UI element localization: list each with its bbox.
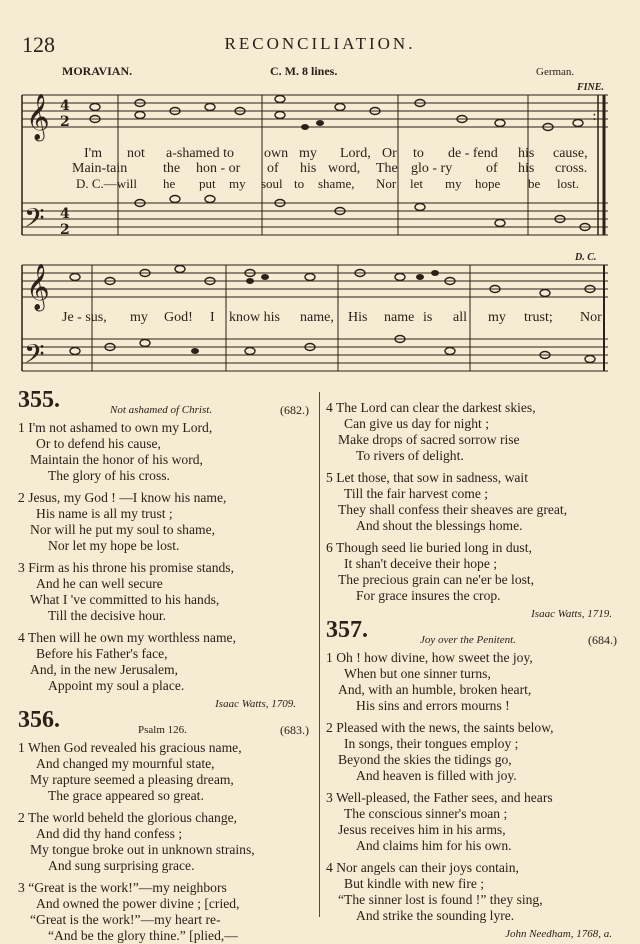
text-line: lost.	[557, 176, 580, 191]
text-line: de - fend	[448, 146, 498, 161]
hymn-ref: (684.)	[588, 633, 617, 647]
hymn-attribution: John Needham, 1768, a.	[505, 928, 612, 940]
text-line: His	[348, 310, 368, 325]
text-line: Nor let my hope be lost.	[48, 538, 180, 553]
text-line: hon - or	[196, 161, 241, 176]
column-divider	[319, 392, 320, 917]
text-line: trust;	[524, 310, 553, 325]
text-line: “The sinner lost is found !” they sing,	[338, 892, 543, 907]
hymn-attribution: Isaac Watts, 1709.	[215, 698, 296, 710]
text-line: soul	[261, 176, 283, 191]
svg-text:2: 2	[60, 114, 70, 130]
text-line: His name is all my trust ;	[36, 506, 173, 521]
text-line: When but one sinner turns,	[344, 666, 491, 681]
text-line: 1 I'm not ashamed to own my Lord,	[18, 420, 213, 435]
text-line: For grace insures the crop.	[356, 588, 501, 603]
text-line: What I 've committed to his hands,	[30, 592, 220, 607]
text-line: And claims him for his own.	[356, 838, 512, 853]
text-line: 4 Then will he own my worthless name,	[18, 630, 236, 645]
text-line: And owned the power divine ; [cried,	[36, 896, 240, 911]
text-line: 1 Oh ! how divine, how sweet the joy,	[326, 650, 533, 665]
text-line: Or	[382, 146, 397, 161]
text-line: of	[267, 161, 279, 176]
left-column	[18, 387, 316, 944]
text-line: Jesus receives him in his arms,	[338, 822, 506, 837]
hymn-355-header	[18, 387, 316, 420]
text-line: I'm	[84, 146, 103, 161]
text-line: 3 Firm as his throne his promise stands,	[18, 560, 234, 575]
text-line: Before his Father's face,	[36, 646, 168, 661]
text-line: The precious grain can ne'er be lost,	[338, 572, 535, 587]
lyric-row-4	[0, 310, 640, 326]
text-line: In songs, their tongues employ ;	[344, 736, 519, 751]
text-line: 2 Pleased with the news, the saints below,	[326, 720, 554, 735]
text-line: I	[210, 310, 215, 325]
text-line: my	[299, 146, 317, 161]
lyric-row-3	[0, 176, 640, 192]
text-line: 5 Let those, that sow in sadness, wait	[326, 470, 528, 485]
hymn-356-header	[18, 707, 316, 740]
page-section-title: RECONCILIATION.	[224, 34, 416, 53]
text-line: It shan't deceive their hope ;	[344, 556, 498, 571]
svg-text:𝄞: 𝄞	[26, 264, 50, 310]
text-line: They shall confess their sheaves are great,	[338, 502, 568, 517]
music-score	[0, 0, 640, 385]
text-line: 4 Nor angels can their joys contain,	[326, 860, 519, 875]
hymn-ref: (682.)	[280, 403, 309, 417]
text-line: And did thy hand confess ;	[36, 826, 183, 841]
text-line: let	[410, 176, 423, 191]
hymn-title: Psalm 126.	[138, 724, 187, 736]
text-line: of	[486, 161, 498, 176]
text-line: Main-tain	[72, 161, 128, 176]
text-line: Appoint my soul a place.	[48, 678, 185, 693]
text-line: My tongue broke out in unknown strains,	[30, 842, 255, 857]
text-line: The glory of his cross.	[48, 468, 170, 483]
text-line: to	[294, 176, 305, 191]
text-line: own	[264, 146, 289, 161]
hymn-attribution: Isaac Watts, 1719.	[531, 608, 612, 620]
text-line: he	[163, 176, 176, 191]
svg-text:𝄞: 𝄞	[26, 94, 50, 140]
text-line: The grace appeared so great.	[48, 788, 204, 803]
text-line: The conscious sinner's moan ;	[344, 806, 508, 821]
hymn-number: 357.	[326, 617, 368, 643]
text-line: be	[528, 176, 541, 191]
text-line: 3 “Great is the work!”—my neighbors	[18, 880, 227, 895]
text-line: cross.	[555, 161, 588, 176]
svg-text:𝄢: 𝄢	[24, 202, 45, 240]
text-line: my	[445, 176, 462, 191]
text-line: name	[384, 310, 415, 325]
text-line: And sung surprising grace.	[48, 858, 195, 873]
text-line: shame,	[318, 176, 355, 191]
text-line: is	[423, 310, 433, 325]
text-line: Beyond the skies the tidings go,	[338, 752, 512, 767]
text-line: Maintain the honor of his word,	[30, 452, 203, 467]
text-line: to	[413, 146, 424, 161]
text-line: his	[300, 161, 317, 176]
text-line: word,	[328, 161, 361, 176]
text-line: Je - sus,	[62, 310, 107, 325]
text-line: hope	[475, 176, 501, 191]
svg-text:4: 4	[60, 206, 70, 222]
text-line: Make drops of sacred sorrow rise	[338, 432, 520, 447]
text-line: Nor	[376, 176, 397, 191]
text-line: And, in the new Jerusalem,	[30, 662, 178, 677]
svg-text:4: 4	[60, 98, 70, 114]
text-line: know his	[229, 310, 280, 325]
text-line: Can give us day for night ;	[344, 416, 489, 431]
hymn-title: Joy over the Penitent.	[420, 634, 516, 646]
text-line: And heaven is filled with joy.	[356, 768, 517, 783]
text-line: Or to defend his cause,	[36, 436, 161, 451]
text-line: Till the fair harvest come ;	[344, 486, 489, 501]
text-line: Nor will he put my soul to shame,	[30, 522, 216, 537]
tune-name: MORAVIAN.	[62, 64, 133, 78]
text-line: all	[453, 310, 467, 325]
hymn-ref: (683.)	[280, 723, 309, 737]
lyric-row-2	[0, 161, 640, 177]
text-line: 6 Though seed lie buried long in dust,	[326, 540, 532, 555]
hymn-title: Not ashamed of Christ.	[110, 404, 213, 416]
text-line: And he can well secure	[36, 576, 163, 591]
fine-mark: FINE.	[577, 82, 604, 93]
text-line: his	[518, 146, 535, 161]
text-line: And, with an humble, broken heart,	[338, 682, 532, 697]
text-line: glo - ry	[411, 161, 453, 176]
text-line: Nor	[580, 310, 602, 325]
text-line: my	[130, 310, 148, 325]
text-line: “And be the glory thine.” [plied,—	[48, 928, 238, 943]
svg-text:2: 2	[60, 222, 70, 238]
tune-composer: German.	[536, 66, 575, 78]
text-line: Lord,	[340, 146, 371, 161]
lyric-row-1	[0, 146, 640, 162]
text-line: the	[163, 161, 181, 176]
text-line: my	[488, 310, 506, 325]
text-line: name,	[300, 310, 334, 325]
text-line: The	[376, 161, 398, 176]
text-line: Till the decisive hour.	[48, 608, 167, 623]
text-line: cause,	[553, 146, 588, 161]
text-line: my	[229, 176, 246, 191]
text-line: To rivers of delight.	[356, 448, 464, 463]
text-line: And shout the blessings home.	[356, 518, 523, 533]
svg-text::: :	[592, 108, 597, 124]
text-line: And strike the sounding lyre.	[356, 908, 515, 923]
text-line: 3 Well-pleased, the Father sees, and hears	[326, 790, 553, 805]
text-line: not	[127, 146, 145, 161]
hymn-number: 356.	[18, 707, 60, 733]
text-line: put	[199, 176, 216, 191]
text-line: D. C.—will	[76, 176, 138, 191]
text-line: 4 The Lord can clear the darkest skies,	[326, 400, 536, 415]
text-line: 1 When God revealed his gracious name,	[18, 740, 242, 755]
text-line: “Great is the work!”—my heart re-	[30, 912, 221, 927]
text-line: a-shamed to	[166, 146, 235, 161]
hymn-number: 355.	[18, 387, 60, 413]
text-line: My rapture seemed a pleasing dream,	[30, 772, 234, 787]
hymn-357-header	[326, 617, 626, 650]
tune-meter: C. M. 8 lines.	[270, 64, 338, 78]
text-line: But kindle with new fire ;	[344, 876, 485, 891]
text-line: 2 The world beheld the glorious change,	[18, 810, 238, 825]
page-number: 128	[22, 32, 55, 57]
text-line: And changed my mournful state,	[36, 756, 215, 771]
text-line: 2 Jesus, my God ! —I know his name,	[18, 490, 227, 505]
text-line: his	[518, 161, 535, 176]
text-line: His sins and errors mourns !	[356, 698, 510, 713]
text-line: God!	[164, 310, 193, 325]
dc-mark: D. C.	[575, 252, 597, 263]
right-column	[326, 400, 626, 942]
svg-text:𝄢: 𝄢	[24, 338, 45, 376]
